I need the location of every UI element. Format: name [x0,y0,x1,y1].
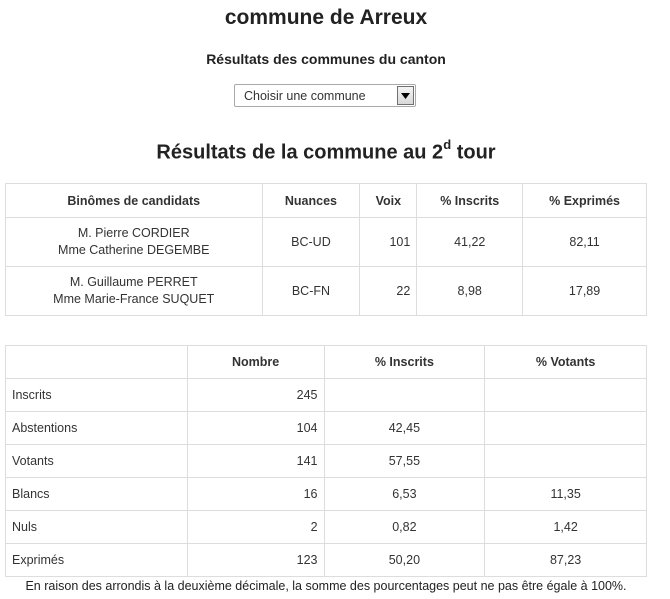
section-title-text: Résultats de la commune au 2 [156,141,444,164]
stats-row [6,478,647,511]
candidate-pct-inscrits: 8,98 [417,267,523,316]
stats-nombre: 16 [187,478,324,511]
stats-header-row [6,346,647,379]
stats-label: Abstentions [6,412,188,445]
stats-pct-votants: 11,35 [485,478,647,511]
stats-label: Blancs [6,478,188,511]
stats-nombre: 245 [187,379,324,412]
candidates-table [5,183,647,316]
stats-nombre: 104 [187,412,324,445]
stats-row [6,511,647,544]
dropdown-button[interactable] [397,86,414,105]
page-title: commune de Arreux [224,6,428,29]
stats-label: Exprimés [6,544,188,577]
stats-label: Votants [6,445,188,478]
stats-pct-inscrits: 50,20 [324,544,485,577]
candidate-nuance: BC-FN [262,267,360,316]
candidate-voix: 22 [360,267,417,316]
candidate-voix: 101 [360,218,417,267]
stats-nombre: 2 [187,511,324,544]
rounding-footnote: En raison des arrondis à la deuxième décimale, la somme des pourcentages peut ne pas être égale à 100%. [25,579,627,593]
header-pct-inscrits: % Inscrits [417,184,523,218]
section-title-end: tour [451,141,496,164]
header-nuances: Nuances [262,184,360,218]
stats-row [6,445,647,478]
stats-pct-votants [485,412,647,445]
candidate-nuance: BC-UD [262,218,360,267]
candidate-pct-inscrits: 41,22 [417,218,523,267]
stats-nombre: 141 [187,445,324,478]
header-pct-votants: % Votants [485,346,647,379]
candidate-names [6,218,263,267]
stats-pct-inscrits [324,379,485,412]
stats-pct-votants: 87,23 [485,544,647,577]
candidate-pct-exprimes: 82,11 [523,218,647,267]
candidates-header-row [6,184,647,218]
candidate-row [6,267,647,316]
section-title [0,139,652,165]
stats-label: Inscrits [6,379,188,412]
candidate-name-2: Mme Catherine DEGEMBE [58,243,210,257]
candidate-row [6,218,647,267]
stats-row [6,412,647,445]
header-pct-inscrits: % Inscrits [324,346,485,379]
stats-row [6,544,647,577]
header-voix: Voix [360,184,417,218]
stats-pct-inscrits: 0,82 [324,511,485,544]
stats-pct-inscrits: 6,53 [324,478,485,511]
stats-nombre: 123 [187,544,324,577]
candidate-name-2: Mme Marie-France SUQUET [53,292,215,306]
candidate-pct-exprimes: 17,89 [523,267,647,316]
stats-table [5,345,647,577]
triangle-down-icon [401,93,410,99]
candidate-name-1: M. Pierre CORDIER [77,226,190,240]
stats-pct-inscrits: 57,55 [324,445,485,478]
stats-pct-votants [485,379,647,412]
candidate-name-1: M. Guillaume PERRET [69,275,198,289]
stats-row [6,379,647,412]
stats-pct-inscrits: 42,45 [324,412,485,445]
section-title-sup: d [443,137,452,152]
commune-select-value: Choisir une commune [244,88,366,103]
header-binomes: Binômes de candidats [6,184,263,218]
header-pct-exprimes: % Exprimés [523,184,647,218]
stats-label: Nuls [6,511,188,544]
canton-subtitle: Résultats des communes du canton [206,51,446,67]
candidate-names [6,267,263,316]
commune-select[interactable] [234,84,416,107]
header-nombre: Nombre [187,346,324,379]
stats-pct-votants [485,445,647,478]
stats-pct-votants: 1,42 [485,511,647,544]
header-empty [6,346,188,379]
